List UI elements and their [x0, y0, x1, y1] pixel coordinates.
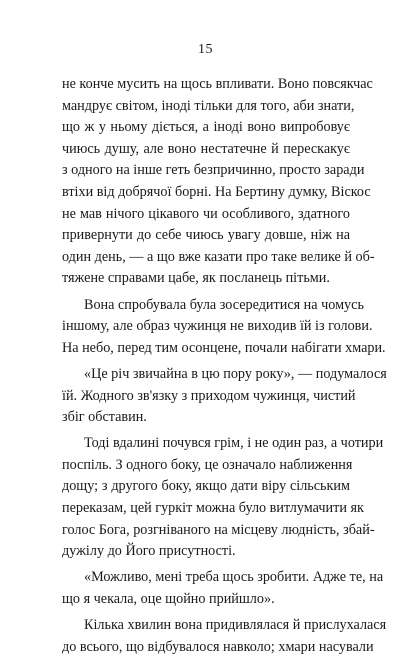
text-line: що я чекала, оце щойно прийшло». [62, 591, 275, 608]
text-line: не мав нічого цікавого чи особливого, здатного [62, 205, 350, 222]
text-line: дужілу до Його присутності. [62, 543, 236, 560]
text-line: голос Бога, розгніваного на місцеву людність, збай- [62, 521, 375, 538]
text-line: тяжене справами цабе, як посланець пітьми. [62, 270, 330, 287]
text-line: «Це річ звичайна в цю пору року», — подумалося [84, 365, 387, 382]
text-line: один день, — а що вже казати про таке велике й об- [62, 248, 375, 265]
text-line: втіхи від добрячої борні. На Бертину думку, Віскос [62, 183, 371, 200]
text-line: дощу; з другого боку, якщо дати віру сільським [62, 478, 350, 495]
paragraph [62, 364, 387, 429]
text-line: поспіль. З одного боку, це означало наближення [62, 456, 353, 473]
body-text [62, 74, 387, 658]
paragraph [62, 74, 375, 290]
text-line: «Можливо, мені треба щось зробити. Адже те, на [84, 569, 384, 586]
text-line: з одного на інше геть безпричинно, просто заради [62, 162, 365, 179]
text-line: привернути до себе чиюсь увагу довше, ніж на [62, 227, 350, 244]
text-line: що ж у ньому діється, а іноді воно випробовує [62, 119, 350, 136]
page-number: 15 [198, 42, 213, 57]
text-line: не конче мусить на щось впливати. Воно повсякчас [62, 76, 373, 92]
text-line: збіг обставин. [62, 409, 147, 426]
text-line: до всього, що відбувалося навколо; хмари насували [62, 638, 374, 655]
text-line: мандрує світом, іноді тільки для того, аби знати, [62, 97, 355, 114]
paragraph [62, 615, 387, 658]
text-line: На небо, перед тим осонцене, почали набігати хмари. [62, 339, 386, 356]
text-line: чиюсь душу, але воно нестатечне й перескакує [62, 140, 350, 157]
text-line: переказам, цей гуркіт можна було витлумачити як [62, 500, 364, 517]
paragraph [62, 295, 386, 360]
text-line: їй. Жодного зв'язку з приходом чужинця, чистий [62, 387, 356, 404]
text-line: іншому, але образ чужинця не виходив їй із голови. [62, 318, 373, 335]
text-line: Вона спробувала була зосередитися на чомусь [84, 296, 364, 313]
paragraph [62, 433, 384, 563]
paragraph [62, 567, 384, 610]
text-line: Тоді вдалині почувся грім, і не один раз, а чотири [84, 435, 384, 452]
text-line: Кілька хвилин вона придивлялася й прислухалася [84, 617, 387, 634]
